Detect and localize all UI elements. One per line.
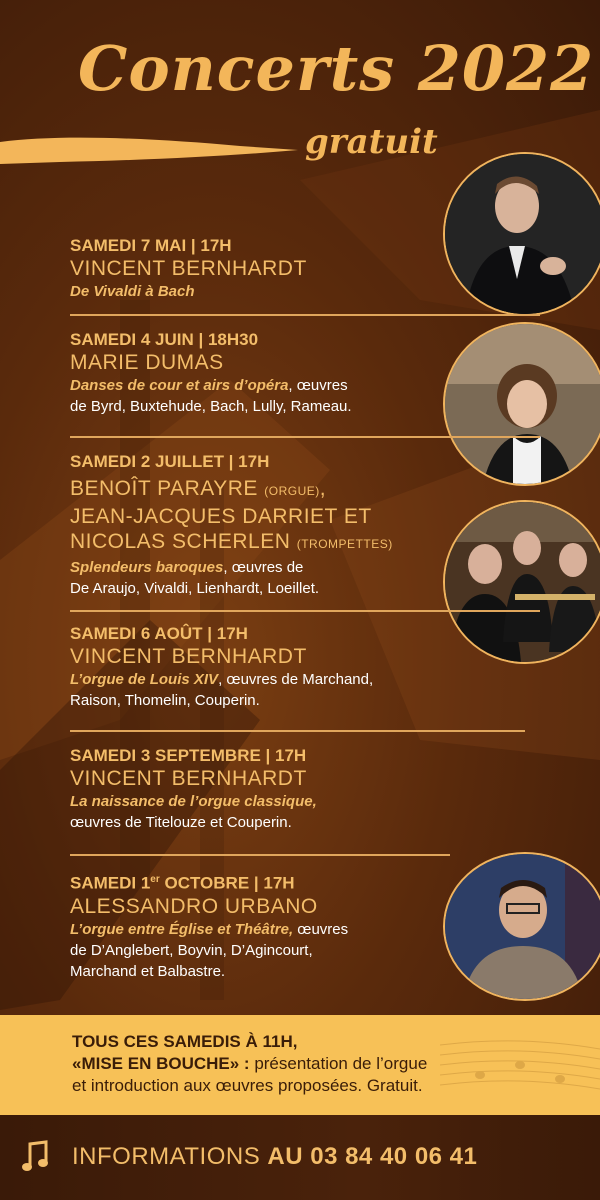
info-line xyxy=(72,1143,477,1171)
event-program xyxy=(70,919,530,940)
event-performer: JEAN-JACQUES DARRIET ET xyxy=(70,505,372,528)
banner-line-2 xyxy=(72,1053,427,1075)
event-works-line: de Byrd, Buxtehude, Bach, Lully, Rameau. xyxy=(70,398,352,415)
event-date: SAMEDI 6 AOÛT | 17H xyxy=(70,624,248,643)
event-program-title: Splendeurs baroques xyxy=(70,559,224,576)
event-works-line: de D’Anglebert, Boyvin, D’Agincourt, xyxy=(70,941,313,959)
event-program xyxy=(70,669,530,690)
poster-subtitle: gratuit xyxy=(305,122,438,162)
poster-title: Concerts 2022 xyxy=(78,32,595,105)
event-date-day: SAMEDI 1 xyxy=(70,873,151,893)
event-performer: VINCENT BERNHARDT xyxy=(70,767,307,790)
performer-role: (TROMPETTES) xyxy=(296,537,393,551)
event-works: , œuvres xyxy=(288,377,348,394)
performer-name: BENOÎT PARAYRE xyxy=(70,477,258,500)
event-program xyxy=(70,281,530,302)
event-works-line: De Araujo, Vivaldi, Lienhardt, Loeillet. xyxy=(70,580,320,597)
event-date-rest: OCTOBRE | 17H xyxy=(159,873,295,893)
performer-separator: , xyxy=(319,477,327,500)
banner-line-1 xyxy=(72,1031,427,1053)
banner-line-3: et introduction aux œuvres proposées. Gratuit. xyxy=(72,1076,423,1095)
event-works-line: Marchand et Balbastre. xyxy=(70,962,226,980)
event-date xyxy=(70,870,530,894)
event-works: , œuvres de xyxy=(223,559,304,576)
concert-event xyxy=(70,732,530,854)
brush-stroke-decoration xyxy=(0,130,300,170)
sheet-music-decoration xyxy=(440,1015,600,1115)
event-program xyxy=(70,791,530,812)
concert-event xyxy=(70,856,530,982)
event-program-title: Danses de cour et airs d’opéra xyxy=(70,377,289,394)
event-program xyxy=(70,375,530,396)
event-performer xyxy=(70,476,530,504)
event-performer: VINCENT BERNHARDT xyxy=(70,257,307,280)
event-performer: MARIE DUMAS xyxy=(70,351,224,374)
banner-event-name: «MISE EN BOUCHE» : xyxy=(72,1054,250,1073)
event-works-line: Raison, Thomelin, Couperin. xyxy=(70,692,260,709)
event-performer: ALESSANDRO URBANO xyxy=(70,894,318,918)
music-note-icon xyxy=(22,1140,50,1174)
event-date: SAMEDI 2 JUILLET | 17H xyxy=(70,452,270,471)
event-performer: VINCENT BERNHARDT xyxy=(70,645,307,668)
event-program xyxy=(70,557,530,578)
event-works: , œuvres de Marchand, xyxy=(218,671,374,688)
event-program-title: De Vivaldi à Bach xyxy=(70,283,195,300)
event-program-title: La naissance de l’orgue classique, xyxy=(70,793,317,810)
concert-event xyxy=(70,612,530,730)
info-phone[interactable]: AU 03 84 40 06 41 xyxy=(267,1143,478,1170)
event-date-ordinal: er xyxy=(150,874,160,885)
banner-text xyxy=(72,1031,427,1097)
performer-role: (ORGUE) xyxy=(264,484,320,498)
concert-event xyxy=(70,438,530,610)
event-date: SAMEDI 7 MAI | 17H xyxy=(70,236,232,255)
banner-description: présentation de l’orgue xyxy=(249,1054,428,1073)
concert-event xyxy=(70,236,530,314)
event-performer xyxy=(70,529,530,557)
event-program-title: L’orgue entre Église et Théâtre, xyxy=(70,920,294,938)
mise-en-bouche-banner xyxy=(0,1015,600,1115)
concert-list xyxy=(70,236,530,982)
event-program-title: L’orgue de Louis XIV xyxy=(70,671,219,688)
event-works-line: œuvres de Titelouze et Couperin. xyxy=(70,814,292,831)
event-works: œuvres xyxy=(293,920,349,938)
concert-event xyxy=(70,316,530,436)
performer-name: NICOLAS SCHERLEN xyxy=(70,530,291,553)
banner-headline: TOUS CES SAMEDIS À 11H, xyxy=(72,1032,298,1051)
event-date: SAMEDI 4 JUIN | 18H30 xyxy=(70,330,259,349)
info-label: INFORMATIONS xyxy=(72,1143,268,1170)
event-date: SAMEDI 3 SEPTEMBRE | 17H xyxy=(70,746,307,765)
